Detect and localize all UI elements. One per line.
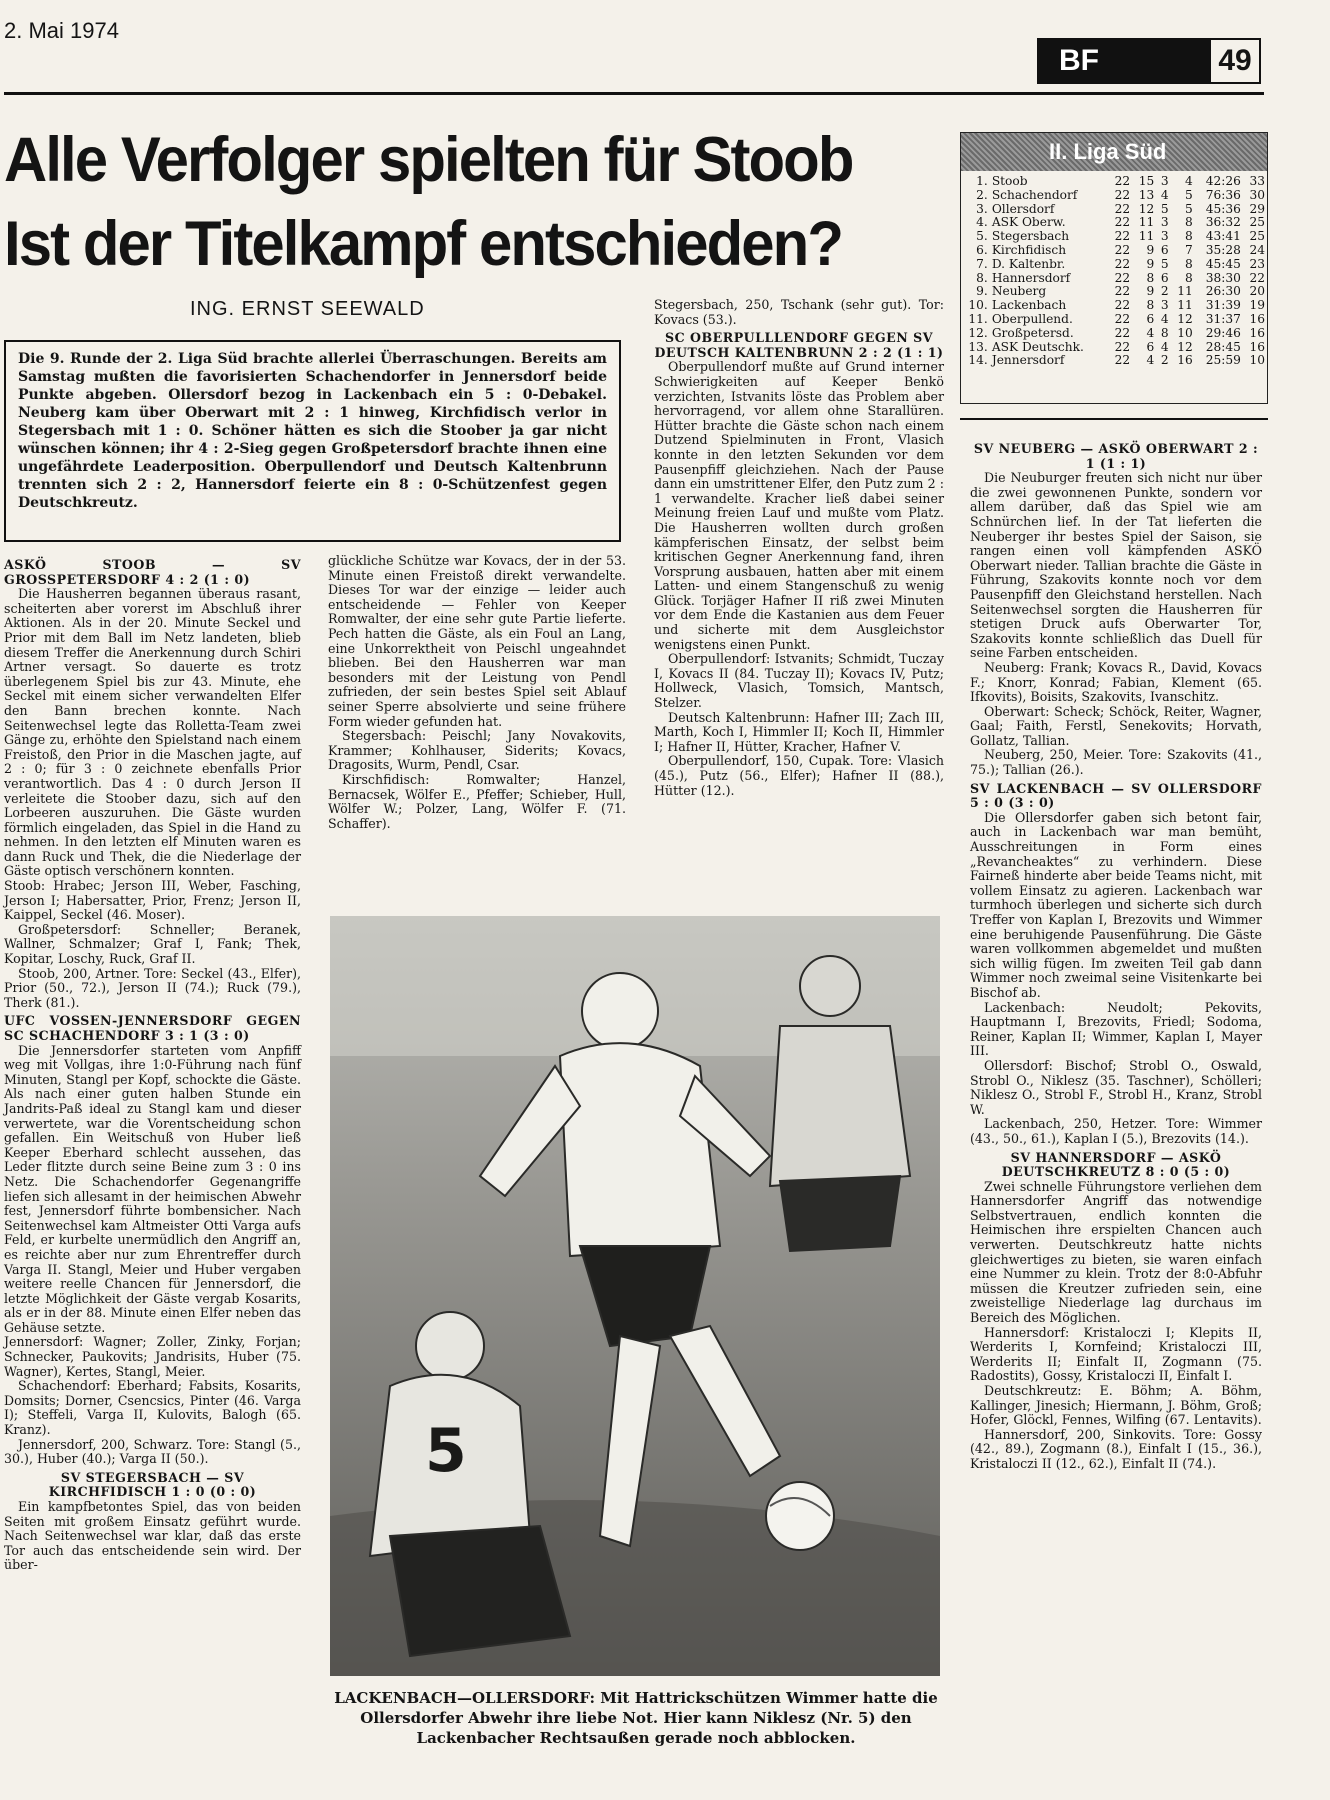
article-column-1 bbox=[4, 554, 301, 1573]
standings-row bbox=[961, 272, 1267, 286]
team-name: D. Kaltenbr. bbox=[991, 256, 1066, 271]
standings-row bbox=[961, 175, 1267, 189]
standings-cell: 15 bbox=[1138, 174, 1155, 188]
standings-cell: 25:59 bbox=[1205, 353, 1241, 368]
standings-row bbox=[961, 203, 1267, 217]
match-photo bbox=[330, 916, 940, 1676]
standings-cell: 4 bbox=[1160, 339, 1169, 354]
standings-cell: 29 bbox=[1249, 201, 1265, 216]
standings-cell: 14. bbox=[968, 353, 988, 368]
article-paragraph: Oberwart: Scheck; Schöck, Reiter, Wagner, Gaal; Faith, Ferstl, Senekovits; Horvath, Gollatz, Tallian. bbox=[970, 703, 1262, 748]
standings-cell: 6 bbox=[1146, 311, 1155, 326]
standings-cell: 16 bbox=[1249, 311, 1265, 326]
standings-cell: 2 bbox=[1160, 284, 1169, 299]
article-paragraph: Stoob: Hrabec; Jerson III, Weber, Fasching, Jerson I; Habersatter, Prior, Frenz; Jerson II, Kaippel, Seckel (46. Moser). bbox=[4, 878, 301, 923]
article-paragraph: Die Ollersdorfer gaben sich betont fair, auch in Lackenbach war man bemüht, Ausschreitungen in Form eines „Revancheaktes“ zu verhindern. Diese Fairneß hinderte aber beide Teams nicht, mit vollem Einsatz zu agieren. Lackenbach war turmhoch überlegen und sicherte sich durch Treffer von Kaplan I, Brezovits und Wimmer eine beruhigende Pausenführung. Die Gäste waren vollkommen abgemeldet und mußten sich willig fügen. Im zweiten Teil gab dann Wimmer noch zweimal seine Visitenkarte bei Bischof ab. bbox=[970, 809, 1262, 1000]
standings-cell: 31:39 bbox=[1205, 298, 1241, 313]
standings-row bbox=[961, 299, 1267, 313]
article-paragraph: Ein kampfbetontes Spiel, das von beiden Seiten mit großem Einsatz geführt wurde. Nach Seitenwechsel war klar, daß das erste Tor auch das entscheidende sein wird. Der über- bbox=[4, 1499, 301, 1573]
team-name: Stoob bbox=[991, 174, 1028, 188]
article-paragraph: Deutsch Kaltenbrunn: Hafner III; Zach III, Marth, Koch I, Himmler II; Koch II, Himmler I; Hafner II, Hütter, Kracher, Hafner V. bbox=[654, 709, 944, 754]
section-label: BF bbox=[1039, 40, 1211, 82]
standings-cell: 13 bbox=[1138, 187, 1155, 202]
standings-cell: 4 bbox=[1146, 325, 1155, 340]
standings-cell: 12. bbox=[968, 325, 988, 340]
headline-line-1: Alle Verfolger spielten für Stoob bbox=[4, 125, 853, 195]
standings-cell: 8 bbox=[1184, 256, 1193, 271]
standings-cell: 5 bbox=[1160, 256, 1169, 271]
article-paragraph: Neuberg: Frank; Kovacs R., David, Kovacs F.; Knorr, Konrad; Fabian, Klement (65. Ifkovits), Boisits, Szakovits, Ivanschitz. bbox=[970, 659, 1262, 705]
headline-line-2: Ist der Titelkampf entschieden? bbox=[4, 209, 842, 279]
standings-cell: 8. bbox=[976, 270, 988, 285]
article-paragraph: Oberpullendorf: Istvanits; Schmidt, Tuczay I, Kovacs II (84. Tuczay II); Kovacs IV, Putz; Hollweck, Vlasich, Tomsich, Mantsch, Stelzer. bbox=[654, 651, 944, 711]
standings-cell: 7 bbox=[1184, 242, 1193, 257]
standings-row bbox=[961, 216, 1267, 230]
team-name: ASK Deutschk. bbox=[991, 339, 1084, 354]
standings-cell: 33 bbox=[1249, 174, 1265, 188]
standings-row bbox=[961, 244, 1267, 258]
issue-date: 2. Mai 1974 bbox=[4, 18, 119, 43]
standings-cell: 22 bbox=[1249, 270, 1265, 285]
team-name: Oberpullend. bbox=[991, 311, 1073, 326]
standings-cell: 11 bbox=[1177, 298, 1193, 313]
article-paragraph: Lackenbach, 250, Hetzer. Tore: Wimmer (43., 50., 61.), Kaplan I (5.), Brezovits (14.). bbox=[970, 1116, 1262, 1146]
standings-cell: 38:30 bbox=[1205, 270, 1241, 285]
page-header-box bbox=[1037, 38, 1261, 84]
standings-cell: 12 bbox=[1177, 311, 1193, 326]
standings-cell: 13. bbox=[968, 339, 988, 354]
team-name: Ollersdorf bbox=[991, 201, 1055, 216]
standings-cell: 4 bbox=[1160, 187, 1169, 202]
team-name: Lackenbach bbox=[991, 298, 1067, 313]
standings-cell: 1. bbox=[976, 174, 988, 188]
standings-cell: 23 bbox=[1249, 256, 1265, 271]
match-heading: SV STEGERSBACH — SV KIRCHFIDISCH 1 : 0 (0 : 0) bbox=[48, 1469, 257, 1500]
match-heading: SC OBERPULLLENDORF GEGEN SV DEUTSCH KALTENBRUNN 2 : 2 (1 : 1) bbox=[654, 330, 944, 360]
page-number: 49 bbox=[1218, 44, 1252, 77]
article-paragraph: Die Hausherren begannen überaus rasant, scheiterten aber vorerst im Abschluß ihrer Aktionen. Als in der 20. Minute Seckel und Prior mit dem Ball im Netz landeten, blieb diesem Treffer die Anerkennung durch Schiri Artner versagt. So dauerte es trotz überlegenem Spiel bis zur 43. Minute, ehe Seckel mit einem sicher verwandelten Elfer den Bann brechen konnte. Nach Seitenwechsel legte das Rolletta-Team zwei Gänge zu, erhöhte den Spielstand nach einem Freistoß, den Prior in die Maschen jagte, auf 2 : 0; für 3 : 0 zeichnete ebenfalls Prior verantwortlich. Das 4 : 0 durch Jerson II verleitete die Stoober dazu, sich auf den Lorbeeren auszuruhen. Die Gäste wurden förmlich eingeladen, das Spiel in die Hand zu nehmen. In den letzten elf Minuten waren es dann Ruck und Thek, die die Niederlage der Gäste optisch verschönern konnten. bbox=[4, 586, 301, 879]
standings-cell: 16 bbox=[1249, 339, 1265, 354]
article-paragraph: Hannersdorf, 200, Sinkovits. Tore: Gossy (42., 89.), Zogmann (8.), Einfalt I (15., 36.), Kristaloczi II (12., 62.), Einfalt II (74.). bbox=[970, 1426, 1262, 1471]
standings-cell: 19 bbox=[1249, 298, 1265, 313]
standings-cell: 11 bbox=[1138, 215, 1155, 230]
standings-cell: 8 bbox=[1146, 270, 1155, 285]
article-paragraph: Die Neuburger freuten sich nicht nur über die zwei gewonnenen Punkte, sondern vor allem darüber, daß das Spiel wie am Schnürchen lief. In der Tat lieferten die Neuberger ihr bestes Spiel der Saison, sie rangen einen voll kämpfenden ASKÖ Oberwart nieder. Tallian brachte die Gäste in Führung, Szakovits konnte noch vor dem Pausenpfiff den Gleichstand herstellen. Nach Seitenwechsel sorgten die Hausherren für stetigen Druck aufs Oberwarter Tor, Szakovits konnte schließlich das Duell für seine Farben entscheiden. bbox=[970, 470, 1262, 661]
standings-cell: 22 bbox=[1114, 270, 1131, 285]
standings-cell: 8 bbox=[1184, 229, 1193, 244]
standings-cell: 6 bbox=[1146, 339, 1155, 354]
standings-cell: 2. bbox=[976, 187, 988, 202]
standings-cell: 22 bbox=[1114, 311, 1131, 326]
standings-cell: 5 bbox=[1184, 201, 1193, 216]
standings-cell: 76:36 bbox=[1205, 187, 1241, 202]
standings-row bbox=[961, 230, 1267, 244]
standings-cell: 8 bbox=[1184, 215, 1193, 230]
standings-cell: 22 bbox=[1114, 339, 1131, 354]
article-paragraph: Großpetersdorf: Schneller; Beranek, Wallner, Schmalzer; Graf I, Fank; Thek, Kopitar, Loschy, Ruck, Graf II. bbox=[4, 921, 301, 967]
standings-cell: 26:30 bbox=[1205, 284, 1241, 299]
standings-cell: 3 bbox=[1160, 298, 1169, 313]
standings-cell: 4 bbox=[1146, 353, 1155, 368]
standings-row bbox=[961, 327, 1267, 341]
standings-cell: 28:45 bbox=[1205, 339, 1241, 354]
standings-cell: 10. bbox=[968, 298, 988, 313]
article-paragraph: Die Jennersdorfer starteten vom Anpfiff weg mit Vollgas, ihre 1:0-Führung nach fünf Minuten, Stangl per Kopf, schockte die Gäste. Als nach einer guten halben Stunde ein Jandrits-Paß ideal zu Stangl kam und dieser verwertete, war die Vorentscheidung schon gefallen. Ein Weitschuß von Huber ließ Keeper Eberhard schlecht aussehen, das Leder flitzte durch seine Beine zum 3 : 0 ins Netz. Die Schachendorfer Gegenangriffe liefen sich allesamt in der heimischen Abwehr fest, Jennersdorf führte bombensicher. Nach Seitenwechsel kam Altmeister Otti Varga aufs Feld, er kurbelte unermüdlich den Angriff an, es reichte aber nur zum Ehrentreffer durch Varga II. Stangl, Meier und Huber vergaben weitere reelle Chancen für Jennersdorf, die letzte Möglichkeit der Gäste vergab Kosarits, als er in der 88. Minute einen Elfer neben das Gehäuse setzte. bbox=[4, 1042, 301, 1335]
standings-row bbox=[961, 189, 1267, 203]
article-column-3 bbox=[654, 298, 944, 798]
standings-cell: 3 bbox=[1160, 215, 1169, 230]
standings-cell: 9 bbox=[1146, 256, 1155, 271]
lead-paragraph: Die 9. Runde der 2. Liga Süd brachte allerlei Überraschungen. Bereits am Samstag mußten die favorisierten Schachendorfer in Jennersdorf beide Punkte abgeben. Ollersdorf bezog in Lackenbach ein 5 : 0-Debakel. Neuberg kam über Oberwart mit 2 : 1 hinweg, Kirchfidisch verlor in Stegersbach mit 1 : 0. Schöner hätten es sich die Stoober ja gar nicht wünschen können; ihr 4 : 2-Sieg gegen Großpetersdorf brachte ihnen eine ungefährdete Leaderposition. Oberpullendorf und Deutsch Kaltenbrunn trennten sich 2 : 2, Hannersdorf feierte ein 8 : 0-Schützenfest gegen Deutschkreutz. bbox=[4, 340, 621, 542]
standings-cell: 8 bbox=[1146, 298, 1155, 313]
standings-cell: 12 bbox=[1138, 201, 1155, 216]
standings-cell: 5 bbox=[1160, 201, 1169, 216]
football-players-image bbox=[330, 916, 940, 1676]
standings-cell: 16 bbox=[1249, 325, 1265, 340]
standings-cell: 43:41 bbox=[1205, 229, 1241, 244]
standings-cell: 9 bbox=[1146, 284, 1155, 299]
standings-row bbox=[961, 354, 1267, 368]
standings-cell: 5. bbox=[976, 229, 988, 244]
standings-cell: 6 bbox=[1160, 242, 1169, 257]
standings-cell: 25 bbox=[1249, 229, 1265, 244]
standings-cell: 22 bbox=[1114, 325, 1131, 340]
article-paragraph: Zwei schnelle Führungstore verliehen dem Hannersdorfer Angriff das notwendige Selbstvertrauen, endlich konnten die Heimischen ihre erspielten Chancen auch verwerten. Deutschkreutz hatte nichts gleichwertiges zu bieten, sie waren einfach eine Nummer zu klein. Trotz der 8:0-Abfuhr müssen die Kreutzer zufrieden sein, eine zweistellige Niederlage lag durchaus im Bereich des Möglichen. bbox=[970, 1178, 1262, 1326]
standings-cell: 10 bbox=[1177, 325, 1193, 340]
standings-cell: 4 bbox=[1184, 174, 1193, 188]
team-name: Hannersdorf bbox=[991, 270, 1071, 285]
standings-cell: 22 bbox=[1114, 215, 1131, 230]
author-byline: ING. ERNST SEEWALD bbox=[190, 298, 425, 320]
column-separator bbox=[960, 418, 1268, 420]
standings-cell: 11 bbox=[1177, 284, 1193, 299]
standings-cell: 11 bbox=[1138, 229, 1155, 244]
standings-cell: 20 bbox=[1249, 284, 1265, 299]
standings-cell: 45:45 bbox=[1205, 256, 1241, 271]
team-name: Jennersdorf bbox=[991, 353, 1065, 368]
standings-cell: 45:36 bbox=[1205, 201, 1241, 216]
photo-caption: LACKENBACH—OLLERSDORF: Mit Hattrickschützen Wimmer hatte die Ollersdorfer Abwehr ihre liebe Not. Hier kann Niklesz (Nr. 5) den Lackenbacher Rechtsaußen gerade noch abblocken. bbox=[334, 1689, 938, 1747]
standings-cell: 22 bbox=[1114, 298, 1131, 313]
article-paragraph: Hannersdorf: Kristaloczi I; Klepits II, Werderits I, Kornfeind; Kristaloczi III, Werderits II; Einfalt II, Zogmann (75. Radostits), Gossy, Kristaloczi II, Einfalt I. bbox=[970, 1324, 1262, 1384]
standings-cell: 22 bbox=[1114, 353, 1131, 368]
standings-cell: 7. bbox=[976, 256, 988, 271]
standings-row bbox=[961, 258, 1267, 272]
standings-cell: 22 bbox=[1114, 284, 1131, 299]
match-heading: UFC VOSSEN-JENNERSDORF GEGEN SC SCHACHENDORF 3 : 1 (3 : 0) bbox=[4, 1013, 301, 1043]
standings-cell: 22 bbox=[1114, 229, 1131, 244]
standings-cell: 11. bbox=[968, 311, 988, 326]
standings-cell: 35:28 bbox=[1205, 242, 1241, 257]
header-rule bbox=[4, 92, 1264, 95]
standings-cell: 8 bbox=[1160, 325, 1169, 340]
article-paragraph: Stoob, 200, Artner. Tore: Seckel (43., Elfer), Prior (50., 72.), Jerson II (74.); Ruck (79.), Therk (81.). bbox=[4, 965, 301, 1010]
standings-cell: 12 bbox=[1177, 339, 1193, 354]
standings-cell: 30 bbox=[1249, 187, 1265, 202]
team-name: Großpetersd. bbox=[991, 325, 1074, 340]
standings-cell: 36:32 bbox=[1205, 215, 1241, 230]
article-paragraph: Stegersbach, 250, Tschank (sehr gut). Tor: Kovacs (53.). bbox=[654, 297, 944, 327]
standings-cell: 22 bbox=[1114, 256, 1131, 271]
standings-cell: 3 bbox=[1160, 174, 1169, 188]
standings-cell: 22 bbox=[1114, 187, 1131, 202]
article-paragraph: glückliche Schütze war Kovacs, der in der 53. Minute einen Freistoß direkt verwandelte. Dieses Tor war der einzige — leider auch entscheidende — Fehler von Keeper Romwalter, der eine sehr gute Partie lieferte. Pech hatten die Gäste, als ein Foul an Lang, eine Unkorrektheit von Peischl ungeahndet blieben. Bei den Hausherren war man besonders mit der Leistung von Pendl zufrieden, der sein bestes Spiel seit Ablauf seiner Sperre absolvierte und seine frühere Form wieder gefunden hat. bbox=[328, 553, 626, 729]
article-paragraph: Stegersbach: Peischl; Jany Novakovits, Krammer; Kohlhauser, Siderits; Kovacs, Dragosits, Wurm, Pendl, Csar. bbox=[328, 728, 626, 773]
standings-cell: 22 bbox=[1114, 174, 1131, 188]
standings-row bbox=[961, 285, 1267, 299]
article-paragraph: Kirschfidisch: Romwalter; Hanzel, Bernacsek, Wölfer E., Pfeffer; Schieber, Hull, Wölfer W.; Polzer, Lang, Wölfer F. (71. Schaffer). bbox=[328, 771, 626, 831]
match-heading: SV HANNERSDORF — ASKÖ DEUTSCHKREUTZ 8 : 0 (5 : 0) bbox=[1001, 1149, 1231, 1180]
standings-cell: 2 bbox=[1160, 353, 1169, 368]
standings-cell: 31:37 bbox=[1205, 311, 1241, 326]
standings-cell: 6 bbox=[1160, 270, 1169, 285]
standings-box bbox=[960, 132, 1268, 404]
match-heading: SV NEUBERG — ASKÖ OBERWART 2 : 1 (1 : 1) bbox=[973, 441, 1259, 471]
standings-cell: 6. bbox=[976, 242, 988, 257]
match-heading: ASKÖ STOOB — SV GROSSPETERSDORF 4 : 2 (1 : 0) bbox=[4, 557, 301, 587]
article-paragraph: Schachendorf: Eberhard; Fabsits, Kosarits, Domsits; Dorner, Csencsics, Pinter (46. Varga I); Steffeli, Varga II, Kulovits, Balogh (65. Kranz). bbox=[4, 1378, 301, 1438]
standings-cell: 29:46 bbox=[1205, 325, 1241, 340]
standings-cell: 10 bbox=[1249, 353, 1265, 368]
standings-cell: 42:26 bbox=[1205, 174, 1241, 188]
article-column-2 bbox=[328, 554, 626, 831]
standings-cell: 9. bbox=[976, 284, 988, 299]
match-heading: SV LACKENBACH — SV OLLERSDORF 5 : 0 (3 : 0) bbox=[970, 780, 1262, 811]
standings-title: II. Liga Süd bbox=[961, 133, 1267, 171]
article-paragraph: Jennersdorf: Wagner; Zoller, Zinky, Forjan; Schnecker, Paukovits; Jandrisits, Huber (75. Wagner), Kertes, Stangl, Meier. bbox=[4, 1334, 301, 1379]
standings-cell: 3. bbox=[976, 201, 988, 216]
standings-cell: 4. bbox=[976, 215, 988, 230]
team-name: Neuberg bbox=[991, 284, 1047, 299]
headline bbox=[4, 118, 897, 286]
article-paragraph: Jennersdorf, 200, Schwarz. Tore: Stangl (5., 30.), Huber (40.); Varga II (50.). bbox=[4, 1436, 301, 1467]
team-name: Schachendorf bbox=[991, 187, 1078, 202]
team-name: ASK Oberw. bbox=[991, 215, 1066, 230]
article-paragraph: Oberpullendorf mußte auf Grund interner Schwierigkeiten auf Keeper Benkö verzichten, Istvanits löste das Problem aber hervorragend, vor allem ohne Starallüren. Hütter brachte die Gäste schon nach einem Dutzend Spielminuten in Front, Vlasich konnte in den letzten Sekunden vor dem Pausenpfiff gleichziehen. Nach der Pause dann ein umstrittener Elfer, den Putz zum 2 : 1 verwandelte. Kracher ließ dabei seiner Meinung freien Lauf und mußte vom Platz. Die Hausherren wollten durch großen kämpferischen Einsatz, der selbst beim kritischen Gegner Anerkennung fand, ihren Vorsprung ausbauen, hatten aber mit einem Latten- und einem Stangenschuß zu wenig Glück. Torjäger Hafner II riß zwei Minuten vor dem Ende die Kastanien aus dem Feuer und sicherte mit dem Ausgleichstor wenigstens einen Punkt. bbox=[654, 359, 944, 652]
standings-row bbox=[961, 341, 1267, 355]
article-paragraph: Deutschkreutz: E. Böhm; A. Böhm, Kallinger, Jinesich; Hiermann, J. Böhm, Groß; Hofer, Glöckl, Fennes, Wilfing (67. Lentavits). bbox=[970, 1383, 1262, 1428]
standings-cell: 25 bbox=[1249, 215, 1265, 230]
standings-cell: 9 bbox=[1146, 242, 1155, 257]
standings-cell: 16 bbox=[1177, 353, 1193, 368]
article-paragraph: Lackenbach: Neudolt; Pekovits, Hauptmann I, Brezovits, Friedl; Sodoma, Reiner, Kaplan II; Wimmer, Kaplan I, Mayer III. bbox=[970, 999, 1262, 1059]
standings-cell: 22 bbox=[1114, 201, 1131, 216]
article-paragraph: Neuberg, 250, Meier. Tore: Szakovits (41., 75.); Tallian (26.). bbox=[970, 747, 1262, 778]
svg-text:5: 5 bbox=[425, 1416, 467, 1486]
standings-cell: 3 bbox=[1160, 229, 1169, 244]
standings-cell: 22 bbox=[1114, 242, 1131, 257]
team-name: Kirchfidisch bbox=[991, 242, 1067, 257]
standings-cell: 5 bbox=[1184, 187, 1193, 202]
standings-cell: 8 bbox=[1184, 270, 1193, 285]
article-paragraph: Oberpullendorf, 150, Cupak. Tore: Vlasich (45.), Putz (56., Elfer); Hafner II (88.), Hütter (12.). bbox=[654, 753, 944, 798]
standings-cell: 4 bbox=[1160, 311, 1169, 326]
standings-cell: 24 bbox=[1249, 242, 1265, 257]
standings-row bbox=[961, 313, 1267, 327]
standings-table bbox=[961, 175, 1267, 368]
article-paragraph: Ollersdorf: Bischof; Strobl O., Oswald, Strobl O., Niklesz (35. Taschner), Schölleri; Niklesz O., Strobl F., Strobl H., Kranz, Strobl W. bbox=[970, 1057, 1262, 1117]
article-column-4 bbox=[970, 438, 1262, 1472]
team-name: Stegersbach bbox=[991, 229, 1070, 244]
